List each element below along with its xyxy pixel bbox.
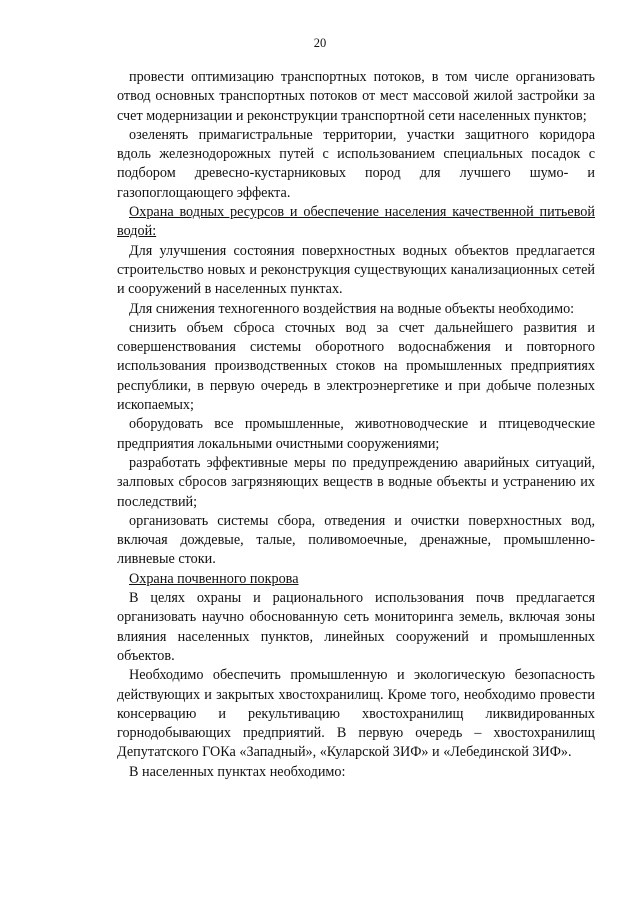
paragraph: В целях охраны и рационального использования почв предлагается организовать научно обоснованную сеть мониторинга земель, включая зоны влияния населенных пунктов, линейных сооружений и промышленных объектов. xyxy=(117,590,595,664)
section-heading-soil: Охрана почвенного покрова xyxy=(129,570,299,587)
paragraph: Необходимо обеспечить промышленную и экологическую безопасность действующих и закрытых хвостохранилищ. Кроме того, необходимо провести консервацию и рекультивацию хвостохранилищ ликвидированных горнодобывающих предприятий. В первую очередь – хвостохранилищ Депутатского ГОКа «Западный», «Куларской ЗИФ» и «Лебединской ЗИФ». xyxy=(117,667,595,761)
paragraph: Для снижения техногенного воздействия на водные объекты необходимо: xyxy=(129,300,575,317)
document-body xyxy=(117,68,595,782)
paragraph: озеленять примагистральные территории, участки защитного коридора вдоль железнодорожных путей с использованием специальных посадок с подбором древесно-кустарниковых пород для лучшего шумо- и газопоглощающего эффекта. xyxy=(117,126,595,201)
paragraph: Для улучшения состояния поверхностных водных объектов предлагается строительство новых и реконструкция существующих канализационных сетей и сооружений в населенных пунктах. xyxy=(117,242,595,298)
paragraph: В населенных пунктах необходимо: xyxy=(129,763,346,780)
paragraph: оборудовать все промышленные, животноводческие и птицеводческие предприятия локальными очистными сооружениями; xyxy=(117,416,595,452)
paragraph: организовать системы сбора, отведения и очистки поверхностных вод, включая дождевые, талые, поливомоечные, дренажные, промышленно-ливневые стоки. xyxy=(117,512,595,568)
paragraph: провести оптимизацию транспортных потоков, в том числе организовать отвод основных транспортных потоков от мест массовой жилой застройки за счет модернизации и реконструкции транспортной сети населенных пунктов; xyxy=(117,69,595,124)
section-heading-water: Охрана водных ресурсов и обеспечение населения качественной питьевой водой: xyxy=(117,204,595,240)
paragraph: снизить объем сброса сточных вод за счет дальнейшего развития и совершенствования системы оборотного водоснабжения и повторного использования производственных стоков на промышленных предприятиях республики, в первую очередь в электроэнергетике и при добыче полезных ископаемых; xyxy=(117,319,595,414)
page-number: 20 xyxy=(313,36,327,50)
paragraph: разработать эффективные меры по предупреждению аварийных ситуаций, залповых сбросов загрязняющих веществ в водные объекты и устранению их последствий; xyxy=(117,454,595,510)
